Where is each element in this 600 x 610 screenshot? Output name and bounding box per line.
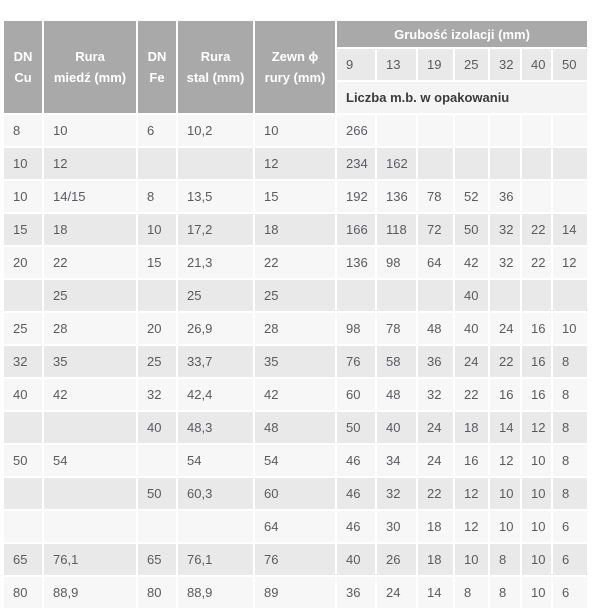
cell-ins-25: 22 [455,379,488,410]
table-row [4,577,587,608]
cell-zewn-rury: 64 [255,511,335,542]
cell-ins-40: 16 [522,346,551,377]
cell-ins-32 [490,280,520,311]
cell-dn-fe [138,280,176,311]
cell-ins-19: 64 [418,247,453,278]
cell-ins-50: 8 [553,478,587,509]
cell-ins-19 [418,115,453,146]
liczba-mb-label: Liczba m.b. w opakowaniu [337,82,587,113]
cell-ins-13: 26 [377,544,416,575]
cell-ins-25 [455,115,488,146]
cell-ins-13: 98 [377,247,416,278]
cell-ins-13: 30 [377,511,416,542]
cell-rura-stal: 26,9 [178,313,253,344]
cell-rura-stal: 21,3 [178,247,253,278]
cell-zewn-rury: 60 [255,478,335,509]
cell-rura-stal [178,148,253,179]
col-header-line: DN [147,49,167,64]
cell-rura-stal: 76,1 [178,544,253,575]
cell-dn-fe: 20 [138,313,176,344]
cell-ins-40 [522,181,551,212]
cell-rura-miedz: 42 [44,379,136,410]
cell-ins-50: 8 [553,412,587,443]
cell-ins-9: 192 [337,181,375,212]
cell-zewn-rury: 12 [255,148,335,179]
cell-dn-cu [4,478,42,509]
cell-ins-40: 12 [522,412,551,443]
cell-ins-13: 58 [377,346,416,377]
cell-ins-9: 40 [337,544,375,575]
cell-ins-25: 50 [455,214,488,245]
cell-ins-40 [522,148,551,179]
cell-dn-fe [138,511,176,542]
cell-ins-50: 14 [553,214,587,245]
cell-dn-cu: 8 [4,115,42,146]
cell-zewn-rury: 25 [255,280,335,311]
cell-ins-32: 10 [490,478,520,509]
table-row [4,412,587,443]
cell-rura-stal: 42,4 [178,379,253,410]
cell-dn-cu: 40 [4,379,42,410]
col-group-header-grubosc-izolacji: Grubość izolacji (mm) [337,21,587,47]
cell-ins-50: 10 [553,313,587,344]
cell-ins-50: 8 [553,346,587,377]
cell-dn-fe: 40 [138,412,176,443]
cell-ins-19: 18 [418,544,453,575]
cell-dn-cu [4,412,42,443]
cell-ins-50: 8 [553,445,587,476]
insulation-size-header: 9 [337,49,375,80]
table-row [4,181,587,212]
cell-ins-50: 6 [553,511,587,542]
cell-ins-25: 42 [455,247,488,278]
cell-ins-9: 136 [337,247,375,278]
cell-ins-13: 162 [377,148,416,179]
cell-ins-19: 32 [418,379,453,410]
cell-rura-stal [178,511,253,542]
cell-dn-cu: 10 [4,148,42,179]
cell-dn-fe: 50 [138,478,176,509]
cell-ins-25: 16 [455,445,488,476]
cell-ins-25: 40 [455,280,488,311]
cell-dn-fe [138,445,176,476]
header-row-top [4,21,587,47]
cell-ins-19: 24 [418,412,453,443]
cell-ins-40: 10 [522,478,551,509]
cell-ins-40: 10 [522,544,551,575]
cell-ins-32: 22 [490,346,520,377]
cell-rura-miedz: 14/15 [44,181,136,212]
cell-dn-cu [4,511,42,542]
cell-dn-fe: 32 [138,379,176,410]
cell-dn-fe: 10 [138,214,176,245]
cell-ins-50: 12 [553,247,587,278]
cell-ins-9: 50 [337,412,375,443]
cell-zewn-rury: 10 [255,115,335,146]
cell-rura-stal: 54 [178,445,253,476]
cell-ins-40: 16 [522,313,551,344]
cell-ins-9: 166 [337,214,375,245]
table-row [4,478,587,509]
cell-rura-miedz: 22 [44,247,136,278]
cell-ins-50: 8 [553,379,587,410]
col-header-line: Fe [149,70,165,85]
cell-ins-9: 76 [337,346,375,377]
cell-dn-cu [4,280,42,311]
cell-ins-40: 16 [522,379,551,410]
cell-dn-cu: 32 [4,346,42,377]
cell-rura-miedz: 28 [44,313,136,344]
cell-ins-9: 46 [337,478,375,509]
col-header-zewn-rury [255,21,335,113]
cell-ins-40: 22 [522,214,551,245]
insulation-size-header: 50 [553,49,587,80]
cell-ins-9: 60 [337,379,375,410]
cell-zewn-rury: 18 [255,214,335,245]
cell-ins-50 [553,115,587,146]
cell-ins-13 [377,280,416,311]
cell-dn-fe [138,148,176,179]
cell-rura-miedz [44,478,136,509]
insulation-size-header: 19 [418,49,453,80]
cell-ins-9: 36 [337,577,375,608]
cell-ins-32: 32 [490,214,520,245]
cell-ins-32: 16 [490,379,520,410]
cell-ins-13: 40 [377,412,416,443]
cell-zewn-rury: 54 [255,445,335,476]
table-row [4,544,587,575]
cell-ins-19: 18 [418,511,453,542]
cell-dn-fe: 80 [138,577,176,608]
cell-dn-fe: 25 [138,346,176,377]
cell-rura-miedz: 25 [44,280,136,311]
cell-ins-13: 136 [377,181,416,212]
table-row [4,445,587,476]
cell-dn-fe: 8 [138,181,176,212]
cell-zewn-rury: 42 [255,379,335,410]
cell-ins-19 [418,148,453,179]
table-row [4,346,587,377]
cell-ins-25: 24 [455,346,488,377]
table-row [4,280,587,311]
cell-ins-40: 10 [522,577,551,608]
insulation-packaging-table [2,19,589,610]
cell-zewn-rury: 15 [255,181,335,212]
cell-ins-25 [455,148,488,179]
cell-ins-13: 34 [377,445,416,476]
col-header-line: Cu [14,70,32,85]
cell-ins-40: 10 [522,445,551,476]
insulation-size-header: 13 [377,49,416,80]
cell-rura-stal: 33,7 [178,346,253,377]
cell-ins-50: 6 [553,577,587,608]
cell-zewn-rury: 28 [255,313,335,344]
cell-ins-13: 48 [377,379,416,410]
cell-ins-32: 8 [490,577,520,608]
cell-ins-32: 8 [490,544,520,575]
cell-ins-9 [337,280,375,311]
cell-zewn-rury: 76 [255,544,335,575]
col-header-line: miedź (mm) [53,70,127,85]
cell-rura-miedz: 76,1 [44,544,136,575]
col-header-dn-cu [4,21,42,113]
cell-ins-25: 12 [455,478,488,509]
col-header-dn-fe [138,21,176,113]
cell-dn-fe: 65 [138,544,176,575]
col-header-line: Rura [200,49,231,64]
insulation-size-header: 40 [522,49,551,80]
cell-ins-40: 22 [522,247,551,278]
col-header-rura-stal [178,21,253,113]
table-row [4,148,587,179]
cell-ins-9: 46 [337,445,375,476]
cell-dn-fe: 6 [138,115,176,146]
insulation-size-header: 25 [455,49,488,80]
cell-zewn-rury: 89 [255,577,335,608]
cell-ins-13 [377,115,416,146]
cell-ins-13: 24 [377,577,416,608]
cell-ins-25: 10 [455,544,488,575]
cell-ins-40 [522,280,551,311]
insulation-size-header: 32 [490,49,520,80]
cell-rura-stal: 25 [178,280,253,311]
cell-dn-fe: 15 [138,247,176,278]
cell-ins-19: 22 [418,478,453,509]
cell-ins-32: 32 [490,247,520,278]
cell-ins-32: 12 [490,445,520,476]
cell-ins-50 [553,181,587,212]
cell-ins-32: 36 [490,181,520,212]
col-header-line: Zewn ϕ [271,49,319,64]
cell-dn-cu: 20 [4,247,42,278]
cell-ins-25: 12 [455,511,488,542]
cell-ins-32 [490,115,520,146]
cell-ins-9: 98 [337,313,375,344]
cell-ins-19 [418,280,453,311]
cell-ins-19: 24 [418,445,453,476]
cell-ins-19: 72 [418,214,453,245]
cell-dn-cu: 10 [4,181,42,212]
table-row [4,247,587,278]
cell-ins-40 [522,115,551,146]
table-row [4,379,587,410]
cell-ins-25: 8 [455,577,488,608]
cell-dn-cu: 65 [4,544,42,575]
cell-ins-32: 10 [490,511,520,542]
cell-rura-stal: 13,5 [178,181,253,212]
table-row [4,313,587,344]
col-header-rura-miedz [44,21,136,113]
cell-dn-cu: 15 [4,214,42,245]
cell-ins-50: 6 [553,544,587,575]
col-header-line: Rura [75,49,105,64]
cell-ins-25: 18 [455,412,488,443]
col-header-line: stal (mm) [186,70,245,85]
cell-rura-miedz: 88,9 [44,577,136,608]
cell-ins-32 [490,148,520,179]
cell-ins-32: 14 [490,412,520,443]
cell-ins-40: 10 [522,511,551,542]
cell-ins-13: 78 [377,313,416,344]
cell-dn-cu: 80 [4,577,42,608]
table-row [4,115,587,146]
cell-rura-miedz [44,511,136,542]
col-header-line: rury (mm) [264,70,326,85]
table-row [4,511,587,542]
cell-zewn-rury: 35 [255,346,335,377]
cell-rura-miedz: 54 [44,445,136,476]
cell-ins-25: 40 [455,313,488,344]
cell-rura-miedz: 10 [44,115,136,146]
cell-ins-19: 78 [418,181,453,212]
cell-zewn-rury: 48 [255,412,335,443]
cell-dn-cu: 25 [4,313,42,344]
cell-rura-miedz: 35 [44,346,136,377]
cell-rura-stal: 88,9 [178,577,253,608]
cell-dn-cu: 50 [4,445,42,476]
cell-ins-50 [553,280,587,311]
cell-ins-9: 46 [337,511,375,542]
cell-ins-19: 36 [418,346,453,377]
cell-ins-13: 32 [377,478,416,509]
cell-ins-13: 118 [377,214,416,245]
cell-ins-25: 52 [455,181,488,212]
cell-rura-stal: 48,3 [178,412,253,443]
cell-rura-miedz: 12 [44,148,136,179]
cell-ins-19: 14 [418,577,453,608]
cell-rura-stal: 60,3 [178,478,253,509]
cell-ins-9: 234 [337,148,375,179]
cell-zewn-rury: 22 [255,247,335,278]
cell-rura-stal: 17,2 [178,214,253,245]
cell-ins-19: 48 [418,313,453,344]
cell-ins-9: 266 [337,115,375,146]
cell-ins-50 [553,148,587,179]
cell-ins-32: 24 [490,313,520,344]
cell-rura-miedz [44,412,136,443]
table-row [4,214,587,245]
col-header-line: DN [13,49,33,64]
cell-rura-miedz: 18 [44,214,136,245]
cell-rura-stal: 10,2 [178,115,253,146]
